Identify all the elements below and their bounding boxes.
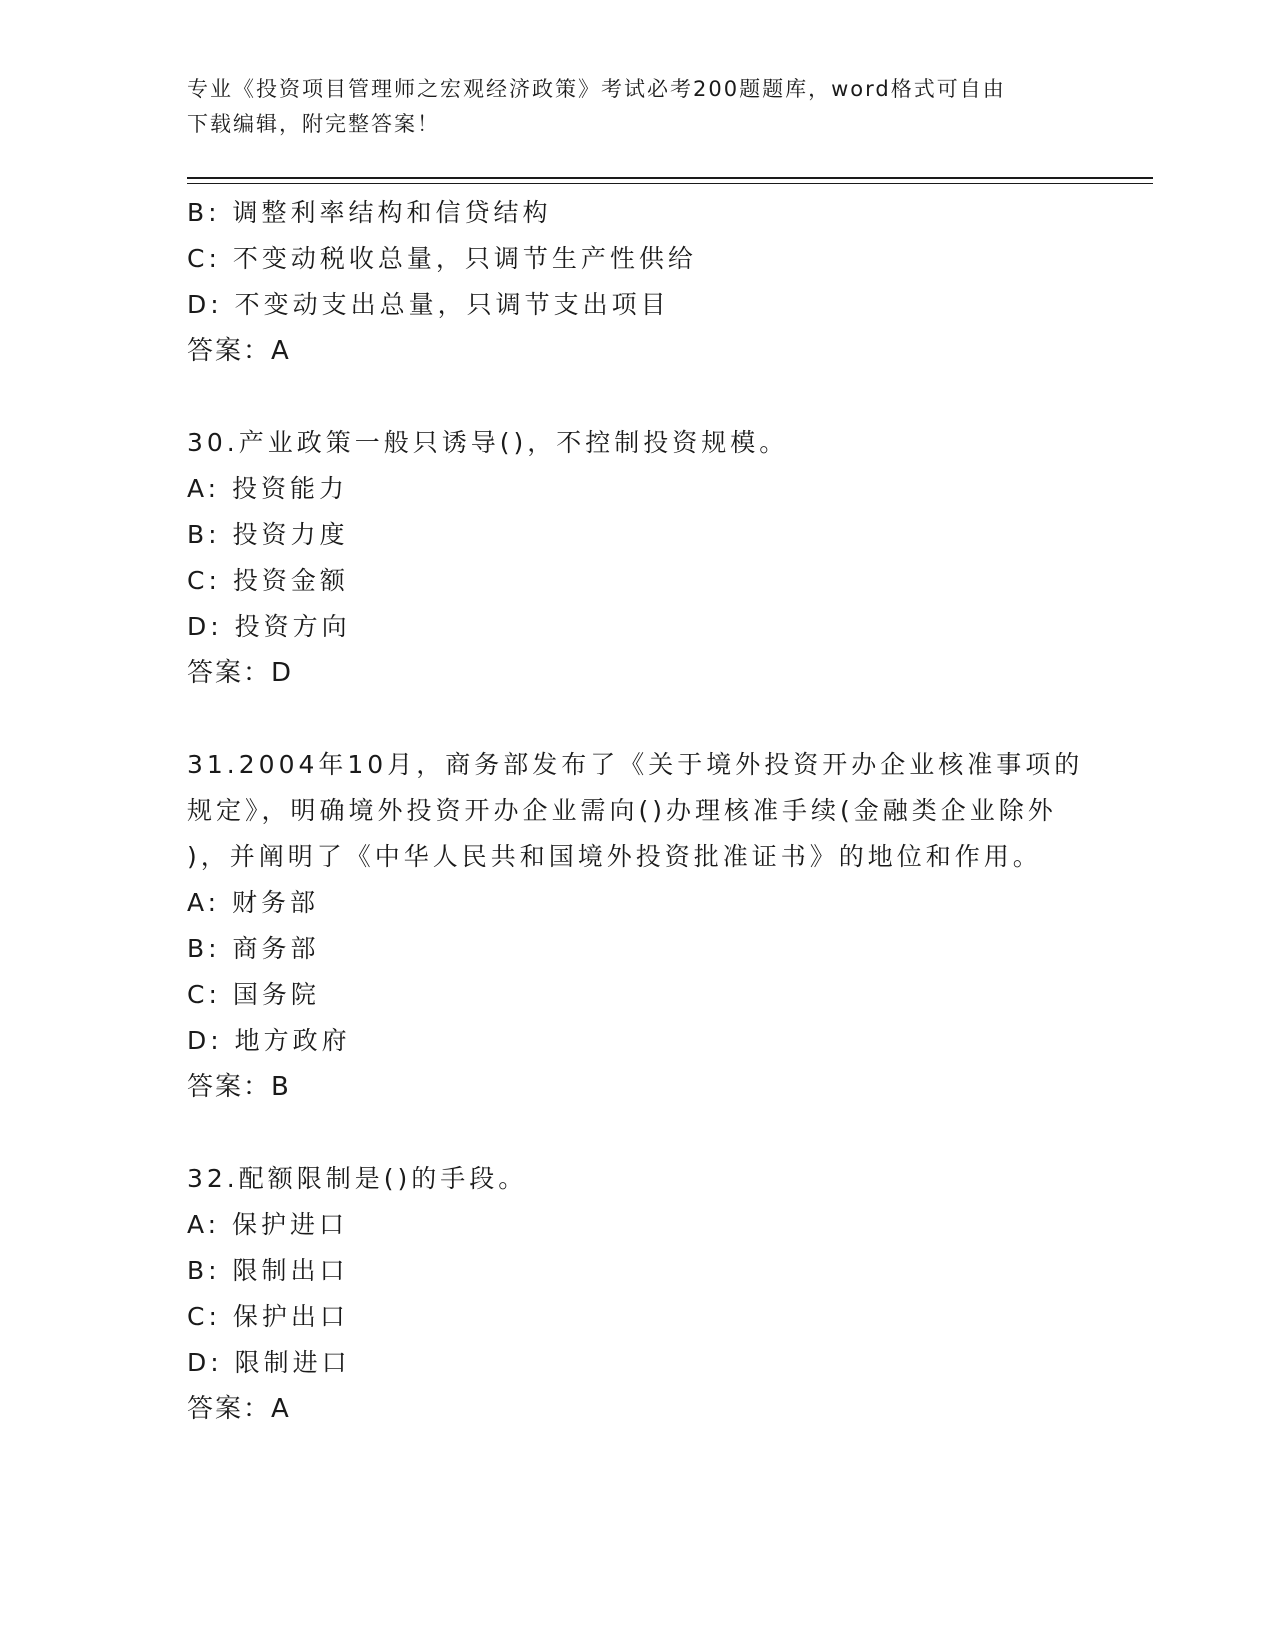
header-divider-thick bbox=[187, 177, 1153, 179]
question-list bbox=[187, 190, 1087, 1432]
option-d: D: 限制进口 bbox=[187, 1348, 351, 1377]
question-30 bbox=[187, 420, 1087, 696]
option-c: C: 国务院 bbox=[187, 980, 320, 1009]
option-a: A: 保护进口 bbox=[187, 1210, 349, 1239]
option-b: B: 商务部 bbox=[187, 934, 320, 963]
option-d: D: 不变动支出总量，只调节支出项目 bbox=[187, 290, 670, 319]
option-d: D: 投资方向 bbox=[187, 612, 351, 641]
question-32 bbox=[187, 1156, 1087, 1432]
question-29 bbox=[187, 190, 1087, 374]
answer-line: 答案：A bbox=[187, 336, 291, 366]
question-stem-line-2: 规定》，明确境外投资开办企业需向()办理核准手续(金融类企业除外 bbox=[187, 796, 1057, 825]
question-stem: 32.配额限制是()的手段。 bbox=[187, 1164, 528, 1193]
spacer bbox=[187, 696, 1087, 742]
option-a: A: 投资能力 bbox=[187, 474, 349, 503]
document-header bbox=[187, 72, 1067, 142]
answer-line: 答案：A bbox=[187, 1394, 291, 1424]
answer-line: 答案：B bbox=[187, 1072, 291, 1102]
option-c: C: 保护出口 bbox=[187, 1302, 349, 1331]
header-divider-thin bbox=[187, 183, 1153, 184]
option-c: C: 投资金额 bbox=[187, 566, 349, 595]
spacer bbox=[187, 1110, 1087, 1156]
question-31 bbox=[187, 742, 1087, 1110]
option-a: A: 财务部 bbox=[187, 888, 320, 917]
option-b: B: 限制出口 bbox=[187, 1256, 349, 1285]
option-d: D: 地方政府 bbox=[187, 1026, 351, 1055]
option-c: C: 不变动税收总量，只调节生产性供给 bbox=[187, 244, 697, 273]
header-line-1: 专业《投资项目管理师之宏观经济政策》考试必考200题题库，word格式可自由 bbox=[187, 77, 1006, 101]
option-b: B: 投资力度 bbox=[187, 520, 349, 549]
question-stem-line-3: )，并阐明了《中华人民共和国境外投资批准证书》的地位和作用。 bbox=[187, 842, 1042, 871]
option-b: B: 调整利率结构和信贷结构 bbox=[187, 198, 552, 227]
spacer bbox=[187, 374, 1087, 420]
question-stem-line-1: 31.2004年10月，商务部发布了《关于境外投资开办企业核准事项的 bbox=[187, 750, 1084, 779]
header-line-2: 下载编辑，附完整答案！ bbox=[187, 112, 440, 136]
question-stem: 30.产业政策一般只诱导()，不控制投资规模。 bbox=[187, 428, 789, 457]
answer-line: 答案：D bbox=[187, 658, 294, 688]
